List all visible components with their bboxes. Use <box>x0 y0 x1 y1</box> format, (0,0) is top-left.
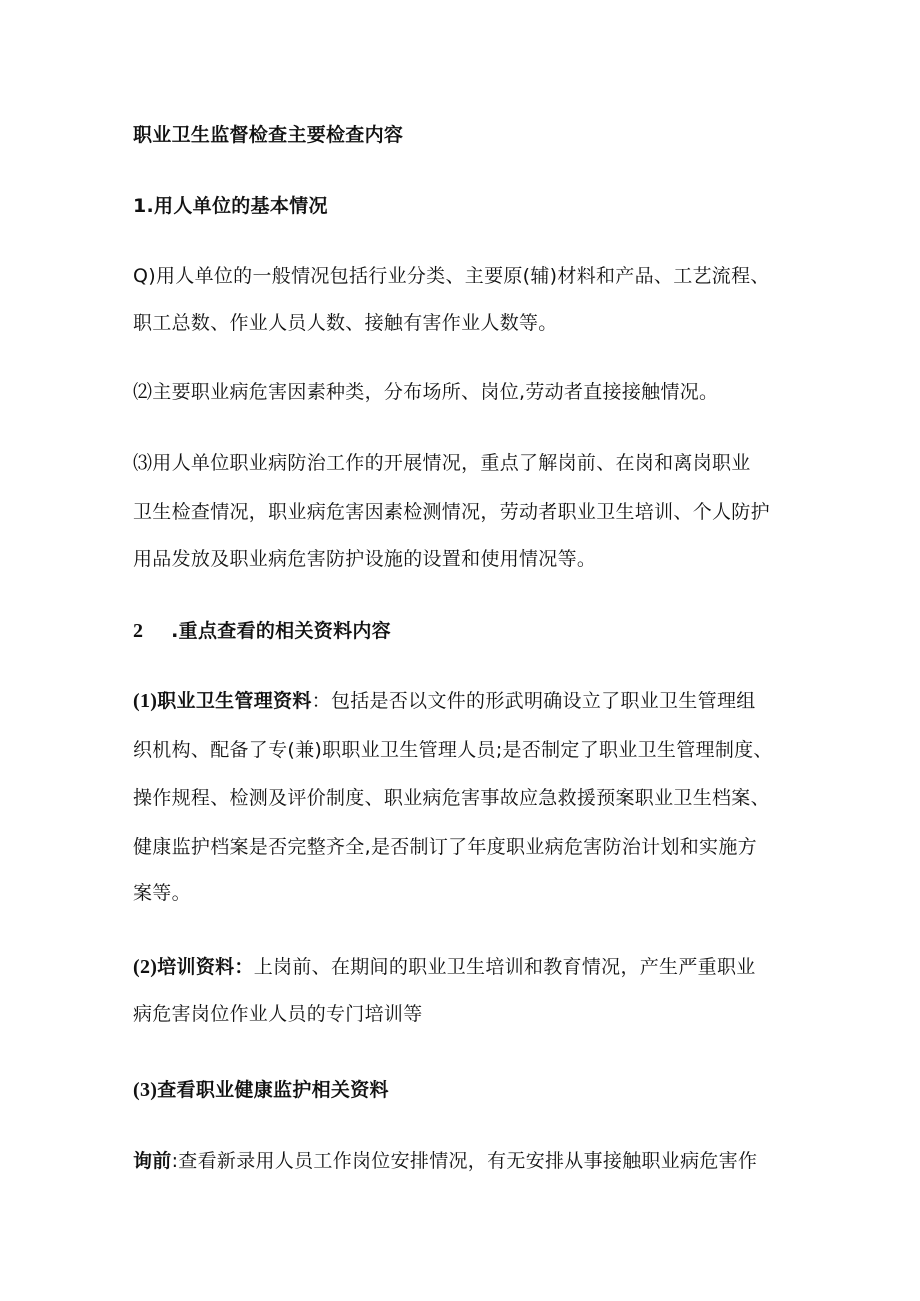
section2-item2-line1-rest: 上岗前、在期间的职业卫生培训和教育情况，产生严重职业 <box>253 956 756 978</box>
section1-item3-line1: ⑶用人单位职业病防治工作的开展情况，重点了解岗前、在岗和离岗职业 <box>133 452 751 474</box>
section2-item3-line1 <box>133 1077 389 1103</box>
section2-item1-line1-rest: ：包括是否以文件的形武明确设立了职业卫生管理组 <box>311 690 756 712</box>
section2-heading-number: 2 <box>133 620 144 642</box>
section2-item2-line2: 病危害岗位作业人员的专门培训等 <box>133 1003 423 1025</box>
section2-inquiry-line1 <box>133 1148 757 1174</box>
section2-item3-number: (3) <box>133 1079 158 1101</box>
section1-heading: 1.用人单位的基本情况 <box>133 195 328 217</box>
section2-item1-number: (1) <box>133 690 158 712</box>
document-title: 职业卫生监督检查主要检查内容 <box>133 124 404 146</box>
section2-item1-label: 职业卫生管理资料 <box>157 690 312 712</box>
section1-item3-line2: 卫生检查情况，职业病危害因素检测情况，劳动者职业卫生培训、个人防护 <box>133 501 770 523</box>
inquiry-line1-rest: :查看新录用人员工作岗位安排情况，有无安排从事接触职业病危害作 <box>171 1150 758 1172</box>
section2-item2-line1 <box>133 954 756 980</box>
inquiry-label: 询前 <box>133 1150 172 1172</box>
section2-item1-line5: 案等。 <box>133 882 191 904</box>
section2-heading <box>133 618 391 644</box>
section2-item1-line2: 织机构、配备了专(兼)职职业卫生管理人员;是否制定了职业卫生管理制度、 <box>133 739 773 761</box>
section2-heading-text: .重点查看的相关资料内容 <box>171 620 391 642</box>
section2-item1-line3: 操作规程、检测及评价制度、职业病危害事故应急救援预案职业卫生档案、 <box>133 787 770 809</box>
section2-item2-number: (2) <box>133 956 158 978</box>
section1-item2-line1: ⑵主要职业病危害因素种类，分布场所、岗位,劳动者直接接触情况。 <box>133 381 719 403</box>
section2-item1-line1 <box>133 688 756 714</box>
section1-item1-line2: 职工总数、作业人员人数、接触有害作业人数等。 <box>133 312 558 334</box>
section1-item1-line1: Q)用人单位的一般情况包括行业分类、主要原(辅)材料和产品、工艺流程、 <box>133 265 770 287</box>
section2-item1-line4: 健康监护档案是否完整齐全,是否制订了年度职业病危害防治计划和实施方 <box>133 836 757 858</box>
section2-item3-label: 查看职业健康监护相关资料 <box>157 1079 389 1101</box>
section1-item3-line3: 用品发放及职业病危害防护设施的设置和使用情况等。 <box>133 548 597 570</box>
section2-item2-label: 培训资料： <box>157 956 254 978</box>
